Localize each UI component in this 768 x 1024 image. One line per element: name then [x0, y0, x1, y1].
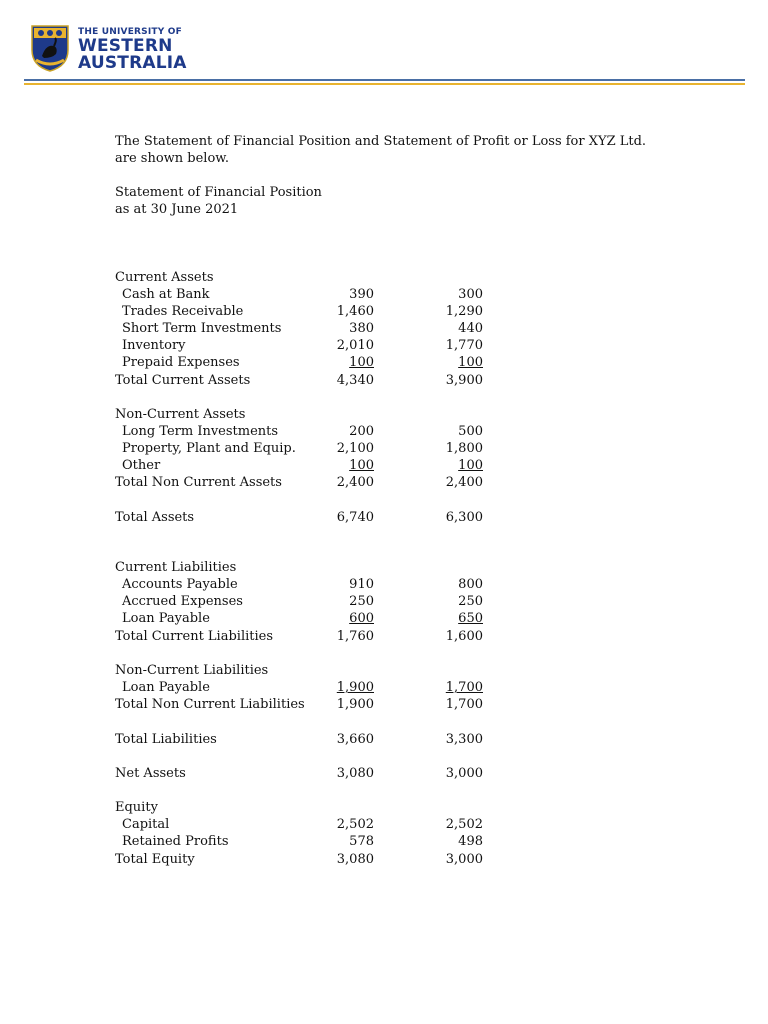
row-label: Loan Payable [122, 611, 210, 626]
table-row [115, 799, 495, 816]
table-row [115, 610, 495, 627]
university-logo [30, 24, 187, 74]
value-2021: 100 [349, 355, 374, 370]
value-2021: 1,900 [336, 680, 374, 695]
logo-wordmark [78, 27, 187, 72]
value-2021: 100 [349, 458, 374, 473]
row-label: Retained Profits [122, 834, 229, 849]
row-label: Current Assets [115, 270, 214, 285]
row-label: Total Current Assets [115, 373, 251, 388]
row-label: Non-Current Assets [115, 407, 246, 422]
value-2020: 3,000 [445, 766, 483, 781]
row-label: Total Non Current Liabilities [115, 697, 305, 712]
value-2020: 1,600 [445, 629, 483, 644]
row-label: Non-Current Liabilities [115, 663, 269, 678]
statement-date: as at 30 June 2021 [115, 202, 239, 217]
table-row [115, 286, 495, 303]
table-row [115, 337, 495, 354]
table-row [115, 509, 495, 526]
value-2020: 100 [458, 355, 483, 370]
value-2021: 2,100 [336, 441, 374, 456]
table-row [115, 457, 495, 474]
value-2020: 6,300 [445, 510, 483, 525]
intro-paragraph [115, 133, 646, 167]
table-row [115, 559, 495, 576]
table-row [115, 765, 495, 782]
value-2021: 1,460 [336, 304, 374, 319]
table-row [115, 851, 495, 868]
value-2020: 1,700 [445, 680, 483, 695]
row-label: Cash at Bank [122, 287, 210, 302]
value-2020: 1,290 [445, 304, 483, 319]
value-2021: 6,740 [336, 510, 374, 525]
table-row [115, 406, 495, 423]
value-2020: 3,000 [445, 852, 483, 867]
value-2021: 2,502 [336, 817, 374, 832]
table-row [115, 474, 495, 491]
row-label: Prepaid Expenses [122, 355, 240, 370]
table-row [115, 696, 495, 713]
row-label: Total Assets [115, 510, 195, 525]
value-2020: 500 [458, 424, 483, 439]
value-2020: 1,770 [445, 338, 483, 353]
value-2021: 1,760 [336, 629, 374, 644]
value-2021: 390 [349, 287, 374, 302]
statement-title: Statement of Financial Position [115, 185, 322, 200]
row-label: Current Liabilities [115, 560, 237, 575]
table-row [115, 679, 495, 696]
statement-heading [115, 184, 322, 218]
value-2021: 2,010 [336, 338, 374, 353]
table-row [115, 593, 495, 610]
header-rule-gold [24, 83, 745, 85]
table-row [115, 423, 495, 440]
logo-line-2: WESTERN [78, 36, 173, 56]
value-2020: 100 [458, 458, 483, 473]
intro-line-2: are shown below. [115, 151, 230, 166]
value-2021: 200 [349, 424, 374, 439]
value-2021: 1,900 [336, 697, 374, 712]
header-rule-blue [24, 79, 745, 81]
value-2020: 2,400 [445, 475, 483, 490]
row-label: Loan Payable [122, 680, 210, 695]
value-2020: 250 [458, 594, 483, 609]
table-row [115, 269, 495, 286]
value-2020: 800 [458, 577, 483, 592]
table-row [115, 816, 495, 833]
value-2021: 2,400 [336, 475, 374, 490]
table-row [115, 440, 495, 457]
value-2021: 250 [349, 594, 374, 609]
row-label: Long Term Investments [122, 424, 279, 439]
value-2020: 3,900 [445, 373, 483, 388]
value-2021: 380 [349, 321, 374, 336]
value-2020: 650 [458, 611, 483, 626]
table-row [115, 372, 495, 389]
table-row [115, 662, 495, 679]
row-label: Accounts Payable [122, 577, 238, 592]
value-2020: 2,502 [445, 817, 483, 832]
row-label: Trades Receivable [122, 304, 244, 319]
value-2021: 600 [349, 611, 374, 626]
table-row [115, 320, 495, 337]
row-label: Other [122, 458, 161, 473]
row-label: Property, Plant and Equip. [122, 441, 296, 456]
row-label: Total Non Current Assets [115, 475, 282, 490]
intro-line-1: The Statement of Financial Position and Statement of Profit or Loss for XYZ Ltd. [115, 134, 647, 149]
value-2020: 440 [458, 321, 483, 336]
row-label: Total Current Liabilities [115, 629, 274, 644]
table-row [115, 731, 495, 748]
row-label: Accrued Expenses [122, 594, 243, 609]
table-row [115, 833, 495, 850]
table-row [115, 354, 495, 371]
value-2020: 3,300 [445, 732, 483, 747]
table-row [115, 628, 495, 645]
logo-line-3: AUSTRALIA [78, 53, 187, 73]
value-2021: 578 [349, 834, 374, 849]
value-2021: 3,660 [336, 732, 374, 747]
value-2021: 3,080 [336, 766, 374, 781]
value-2020: 498 [458, 834, 483, 849]
value-2020: 1,800 [445, 441, 483, 456]
row-label: Inventory [122, 338, 186, 353]
row-label: Equity [115, 800, 158, 815]
row-label: Capital [122, 817, 170, 832]
value-2021: 3,080 [336, 852, 374, 867]
value-2021: 910 [349, 577, 374, 592]
row-label: Net Assets [115, 766, 186, 781]
crest-icon [30, 24, 70, 72]
logo-line-1: THE UNIVERSITY OF [78, 27, 183, 37]
row-label: Total Liabilities [115, 732, 217, 747]
table-row [115, 576, 495, 593]
row-label: Total Equity [115, 852, 195, 867]
value-2020: 300 [458, 287, 483, 302]
value-2020: 1,700 [445, 697, 483, 712]
row-label: Short Term Investments [122, 321, 282, 336]
table-row [115, 303, 495, 320]
value-2021: 4,340 [336, 373, 374, 388]
